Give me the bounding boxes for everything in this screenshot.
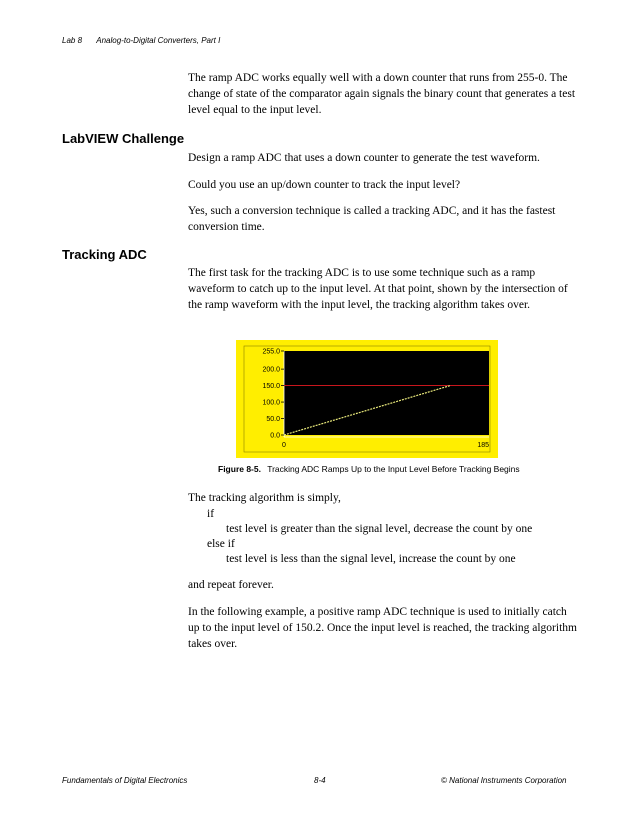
y-tick-label: 150.0: [262, 383, 280, 391]
header-lab: Lab 8: [62, 36, 83, 45]
y-tick-label: 200.0: [262, 366, 280, 374]
algorithm-if-body: test level is greater than the signal level, decrease the count by one: [226, 523, 533, 535]
algorithm-else-keyword: else if: [207, 538, 235, 550]
algorithm-if-keyword: if: [207, 508, 215, 520]
algorithm-else-body: test level is less than the signal level, increase the count by one: [226, 553, 516, 565]
y-tick-label: 0.0: [270, 432, 280, 440]
tracking-adc-chart: [236, 340, 498, 458]
tracking-paragraph: The first task for the tracking ADC is to use some technique such as a ramp waveform to catch up to the input level. At that point, shown by the intersection of the ramp waveform with the input level, the tracking algorithm takes over.: [188, 267, 568, 311]
running-header: [62, 36, 220, 45]
footer-page-number: 8-4: [314, 776, 326, 785]
algorithm-intro: The tracking algorithm is simply,: [188, 492, 341, 504]
intro-paragraph: The ramp ADC works equally well with a down counter that runs from 255-0. The change of state of the comparator again signals the binary count that generates a test level equal to the input level.: [188, 72, 576, 116]
y-tick-label: 255.0: [262, 348, 280, 356]
y-tick-label: 100.0: [262, 399, 280, 407]
x-tick-label: 185: [477, 442, 489, 449]
challenge-paragraph-3: Yes, such a conversion technique is called a tracking ADC, and it has the fastest conversion time.: [188, 205, 556, 233]
heading-tracking-adc: Tracking ADC: [62, 247, 147, 262]
figure-number: Figure 8-5.: [218, 464, 261, 474]
figure-caption: [218, 464, 520, 474]
footer-left: Fundamentals of Digital Electronics: [62, 776, 188, 785]
y-tick-label: 50.0: [266, 416, 280, 424]
challenge-paragraph-1: Design a ramp ADC that uses a down counter to generate the test waveform.: [188, 152, 540, 164]
x-tick-label: 0: [282, 442, 286, 449]
header-title: Analog-to-Digital Converters, Part I: [96, 36, 221, 45]
heading-labview-challenge: LabVIEW Challenge: [62, 131, 185, 146]
footer-right: © National Instruments Corporation: [441, 776, 567, 785]
final-paragraph: In the following example, a positive ramp ADC technique is used to initially catch up to the input level of 150.2. Once the input level is reached, the tracking algorithm takes over.: [188, 606, 577, 650]
challenge-paragraph-2: Could you use an up/down counter to track the input level?: [188, 179, 461, 191]
figure-caption-text: Tracking ADC Ramps Up to the Input Level Before Tracking Begins: [267, 464, 520, 474]
chart-plot-area: [284, 351, 489, 435]
algorithm-repeat: and repeat forever.: [188, 579, 274, 591]
